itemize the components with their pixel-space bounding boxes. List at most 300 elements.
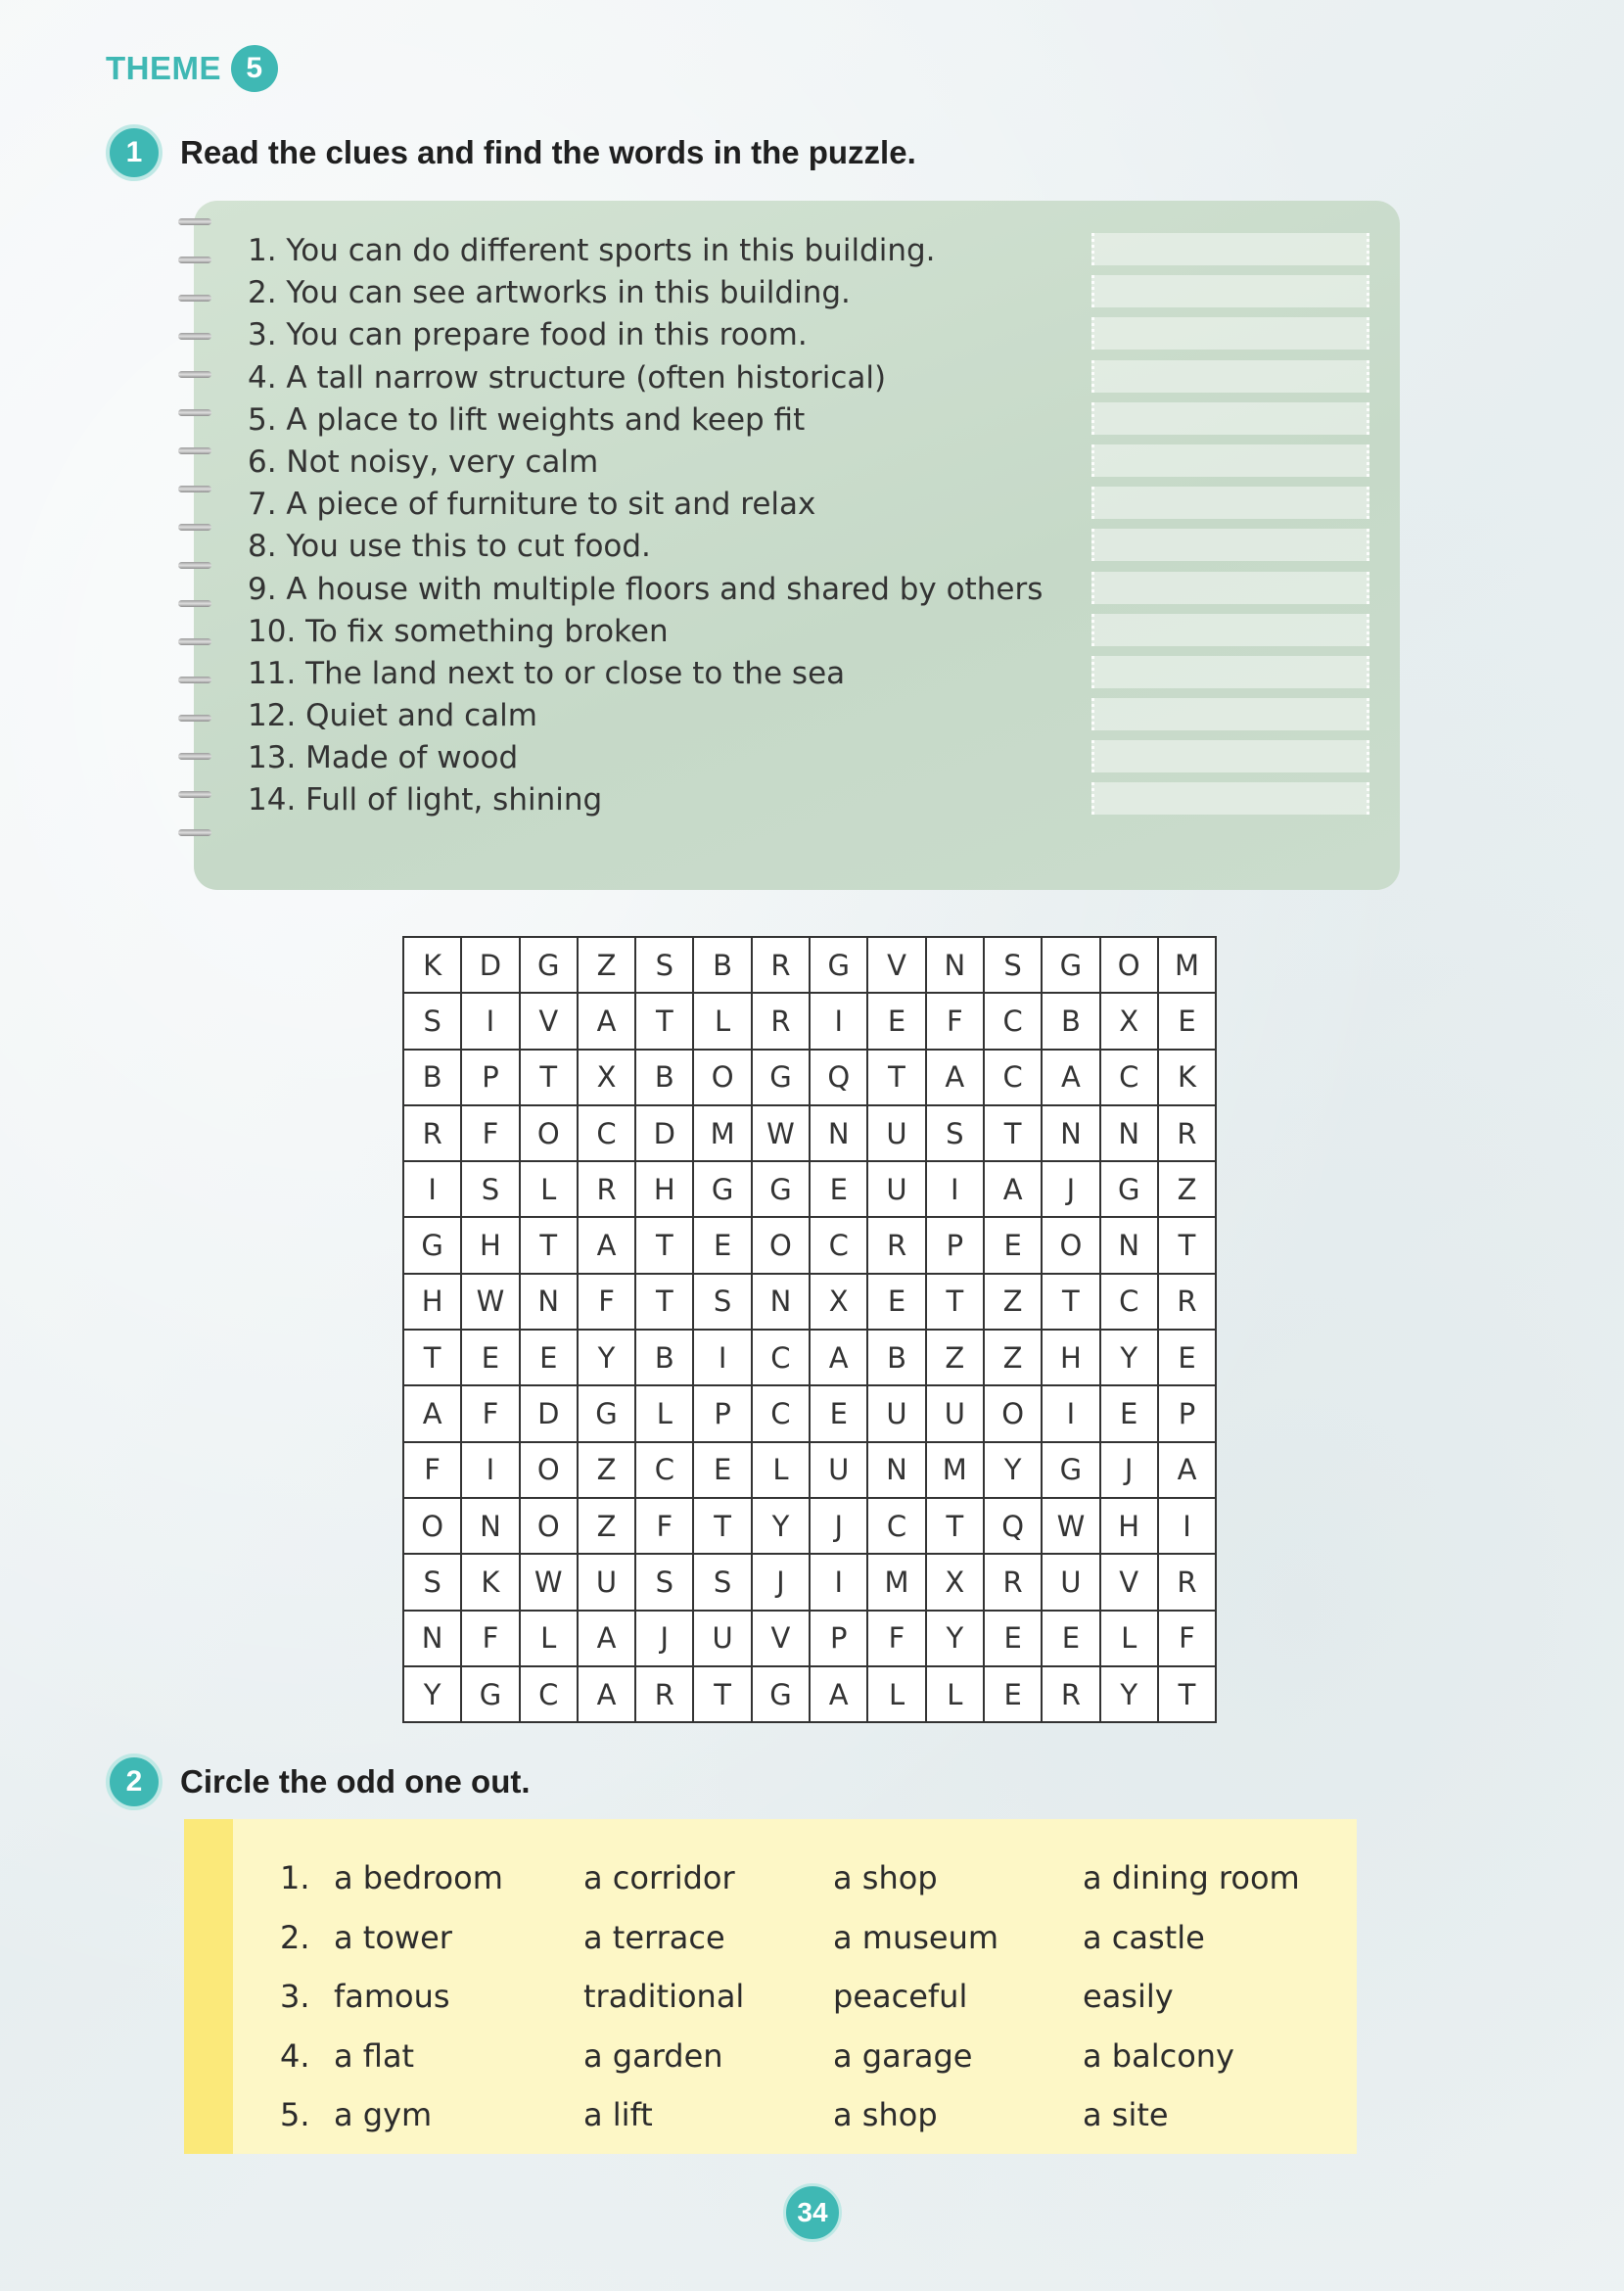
grid-cell[interactable]: A [578, 1217, 635, 1273]
grid-cell[interactable]: I [1042, 1385, 1099, 1441]
row-number: 4. [280, 2036, 310, 2075]
grid-cell[interactable]: X [810, 1274, 867, 1330]
grid-row [403, 993, 1216, 1049]
row-number: 1. [280, 1859, 310, 1897]
grid-cell[interactable]: C [578, 1105, 635, 1161]
grid-cell[interactable]: I [1158, 1498, 1216, 1554]
grid-cell[interactable]: I [810, 1554, 867, 1610]
grid-cell[interactable]: E [1158, 1330, 1216, 1385]
grid-row [403, 937, 1216, 993]
grid-row [403, 1666, 1216, 1722]
grid-cell[interactable]: S [635, 1554, 693, 1610]
grid-cell[interactable]: H [461, 1217, 519, 1273]
grid-cell[interactable]: M [1158, 937, 1216, 993]
grid-cell[interactable]: R [1042, 1666, 1099, 1722]
grid-cell[interactable]: J [752, 1554, 810, 1610]
grid-cell[interactable]: T [635, 1217, 693, 1273]
grid-cell[interactable]: R [867, 1217, 925, 1273]
grid-cell[interactable]: A [810, 1666, 867, 1722]
grid-cell[interactable]: E [867, 1274, 925, 1330]
spiral-ring [178, 638, 211, 645]
grid-cell[interactable]: S [461, 1161, 519, 1217]
grid-cell[interactable]: N [1042, 1105, 1099, 1161]
clue-item: 10. To fix something broken [248, 613, 669, 649]
grid-cell[interactable]: O [984, 1385, 1042, 1441]
grid-cell[interactable]: Q [810, 1050, 867, 1105]
grid-cell[interactable]: G [693, 1161, 751, 1217]
grid-cell[interactable]: U [693, 1611, 751, 1666]
grid-cell[interactable]: N [461, 1498, 519, 1554]
odd-one-out-option[interactable]: a flat [334, 2036, 415, 2075]
odd-one-out-option[interactable]: a garage [833, 2036, 973, 2075]
grid-cell[interactable]: G [1100, 1161, 1158, 1217]
exercise-1-instruction: Read the clues and find the words in the puzzle. [180, 134, 916, 170]
grid-cell[interactable]: X [926, 1554, 984, 1610]
grid-cell[interactable]: G [578, 1385, 635, 1441]
grid-cell[interactable]: O [752, 1217, 810, 1273]
grid-cell[interactable]: I [403, 1161, 461, 1217]
grid-cell[interactable]: P [461, 1050, 519, 1105]
grid-cell[interactable]: Z [578, 1442, 635, 1498]
odd-one-out-option[interactable]: a corridor [583, 1859, 735, 1897]
grid-cell[interactable]: U [578, 1554, 635, 1610]
exercise-1-number-badge: 1 [106, 124, 162, 181]
spiral-ring [178, 295, 211, 302]
odd-one-out-option[interactable]: a tower [334, 1918, 452, 1956]
grid-cell[interactable]: B [635, 1330, 693, 1385]
grid-cell[interactable]: Z [578, 937, 635, 993]
grid-row [403, 1385, 1216, 1441]
row-number: 5. [280, 2096, 310, 2134]
grid-cell[interactable]: E [693, 1217, 751, 1273]
grid-cell[interactable]: F [403, 1442, 461, 1498]
grid-cell[interactable]: G [1042, 1442, 1099, 1498]
grid-cell[interactable]: W [1042, 1498, 1099, 1554]
grid-cell[interactable]: F [461, 1105, 519, 1161]
grid-cell[interactable]: E [520, 1330, 578, 1385]
grid-cell[interactable]: W [752, 1105, 810, 1161]
grid-cell[interactable]: J [1100, 1442, 1158, 1498]
grid-cell[interactable]: A [578, 993, 635, 1049]
grid-cell[interactable]: G [752, 1161, 810, 1217]
grid-cell[interactable]: A [403, 1385, 461, 1441]
grid-cell[interactable]: Q [984, 1498, 1042, 1554]
spiral-ring [178, 409, 211, 416]
grid-cell[interactable]: H [1100, 1498, 1158, 1554]
grid-cell[interactable]: L [635, 1385, 693, 1441]
grid-cell[interactable]: F [578, 1274, 635, 1330]
answer-blank[interactable] [1091, 360, 1369, 393]
grid-cell[interactable]: O [1042, 1217, 1099, 1273]
grid-cell[interactable]: O [693, 1050, 751, 1105]
grid-cell[interactable]: N [926, 937, 984, 993]
clue-item: 2. You can see artworks in this building. [248, 275, 851, 311]
grid-cell[interactable]: C [984, 993, 1042, 1049]
grid-cell[interactable]: V [520, 993, 578, 1049]
grid-cell[interactable]: V [752, 1611, 810, 1666]
grid-cell[interactable]: X [1100, 993, 1158, 1049]
grid-cell[interactable]: T [693, 1498, 751, 1554]
grid-cell[interactable]: R [1158, 1554, 1216, 1610]
theme-label [106, 45, 278, 92]
grid-cell[interactable]: L [1100, 1611, 1158, 1666]
grid-cell[interactable]: X [578, 1050, 635, 1105]
answer-blank[interactable] [1091, 782, 1369, 815]
odd-one-out-option[interactable]: a gym [334, 2096, 433, 2134]
row-number: 2. [280, 1918, 310, 1956]
grid-cell[interactable]: W [461, 1274, 519, 1330]
clue-item: 9. A house with multiple floors and shared by others [248, 571, 1044, 607]
odd-one-out-option[interactable]: peaceful [833, 1978, 968, 2016]
grid-cell[interactable]: T [867, 1050, 925, 1105]
exercise-1-heading [106, 124, 916, 181]
grid-row [403, 1105, 1216, 1161]
grid-cell[interactable]: Y [403, 1666, 461, 1722]
grid-cell[interactable]: O [520, 1105, 578, 1161]
odd-one-out-option[interactable]: a lift [583, 2096, 653, 2134]
grid-cell[interactable]: P [810, 1611, 867, 1666]
odd-one-out-box [184, 1819, 1357, 2154]
grid-cell[interactable]: K [403, 937, 461, 993]
grid-cell[interactable]: B [403, 1050, 461, 1105]
odd-one-out-option[interactable]: famous [334, 1978, 450, 2016]
grid-cell[interactable]: P [693, 1385, 751, 1441]
grid-cell[interactable]: S [693, 1554, 751, 1610]
clue-item: 12. Quiet and calm [248, 698, 537, 734]
grid-cell[interactable]: M [867, 1554, 925, 1610]
grid-row [403, 1611, 1216, 1666]
answer-blank[interactable] [1091, 402, 1369, 435]
answer-blank[interactable] [1091, 529, 1369, 561]
odd-one-out-option[interactable]: easily [1083, 1978, 1174, 2016]
grid-row [403, 1442, 1216, 1498]
grid-cell[interactable]: H [1042, 1330, 1099, 1385]
grid-cell[interactable]: Y [984, 1442, 1042, 1498]
grid-cell[interactable]: J [1042, 1161, 1099, 1217]
odd-one-out-row [280, 1908, 1332, 1968]
grid-cell[interactable]: M [926, 1442, 984, 1498]
grid-cell[interactable]: G [752, 1666, 810, 1722]
spiral-binding [178, 218, 217, 867]
grid-row [403, 1330, 1216, 1385]
grid-cell[interactable]: U [867, 1161, 925, 1217]
clue-item: 1. You can do different sports in this building. [248, 233, 936, 268]
odd-one-out-option[interactable]: a castle [1083, 1918, 1205, 1956]
grid-cell[interactable]: A [578, 1611, 635, 1666]
clue-item: 11. The land next to or close to the sea [248, 655, 846, 691]
grid-cell[interactable]: J [635, 1611, 693, 1666]
row-number: 3. [280, 1978, 310, 2016]
grid-cell[interactable]: D [461, 937, 519, 993]
grid-cell[interactable]: E [984, 1611, 1042, 1666]
spiral-ring [178, 218, 211, 225]
odd-one-out-option[interactable]: a terrace [583, 1918, 725, 1956]
grid-cell[interactable]: I [461, 993, 519, 1049]
grid-cell[interactable]: R [1158, 1105, 1216, 1161]
spiral-ring [178, 753, 211, 760]
clue-item: 4. A tall narrow structure (often historical) [248, 359, 887, 396]
grid-cell[interactable]: S [403, 993, 461, 1049]
theme-number-badge: 5 [231, 45, 278, 92]
grid-cell[interactable]: Y [926, 1611, 984, 1666]
clue-item: 8. You use this to cut food. [248, 529, 651, 565]
clue-item: 13. Made of wood [248, 740, 519, 776]
answer-blank[interactable] [1091, 444, 1369, 477]
grid-cell[interactable]: F [867, 1611, 925, 1666]
decorative-strip [184, 1819, 233, 2154]
page-number: 34 [783, 2183, 842, 2242]
grid-cell[interactable]: A [1042, 1050, 1099, 1105]
grid-cell[interactable]: A [810, 1330, 867, 1385]
grid-cell[interactable]: N [1100, 1105, 1158, 1161]
odd-one-out-row [280, 1967, 1332, 2027]
grid-cell[interactable]: R [752, 993, 810, 1049]
grid-cell[interactable]: D [635, 1105, 693, 1161]
grid-cell[interactable]: O [520, 1442, 578, 1498]
grid-cell[interactable]: U [810, 1442, 867, 1498]
grid-cell[interactable]: S [984, 937, 1042, 993]
odd-one-out-option[interactable]: a balcony [1083, 2036, 1234, 2075]
spiral-ring [178, 524, 211, 531]
grid-cell[interactable]: T [1042, 1274, 1099, 1330]
grid-cell[interactable]: L [693, 993, 751, 1049]
grid-cell[interactable]: C [1100, 1050, 1158, 1105]
grid-cell[interactable]: J [810, 1498, 867, 1554]
grid-cell[interactable]: L [752, 1442, 810, 1498]
grid-cell[interactable]: T [693, 1666, 751, 1722]
grid-cell[interactable]: I [461, 1442, 519, 1498]
grid-cell[interactable]: D [520, 1385, 578, 1441]
grid-cell[interactable]: U [926, 1385, 984, 1441]
grid-cell[interactable]: T [926, 1274, 984, 1330]
grid-cell[interactable]: Y [578, 1330, 635, 1385]
grid-cell[interactable]: N [867, 1442, 925, 1498]
grid-cell[interactable]: T [926, 1498, 984, 1554]
exercise-2-instruction: Circle the odd one out. [180, 1763, 531, 1800]
grid-cell[interactable]: G [1042, 937, 1099, 993]
grid-cell[interactable]: L [520, 1611, 578, 1666]
grid-cell[interactable]: C [810, 1217, 867, 1273]
grid-cell[interactable]: C [520, 1666, 578, 1722]
grid-cell[interactable]: E [810, 1161, 867, 1217]
grid-cell[interactable]: E [867, 993, 925, 1049]
answer-blank[interactable] [1091, 740, 1369, 772]
odd-one-out-row [280, 2085, 1332, 2145]
word-search-grid [402, 936, 1217, 1723]
grid-cell[interactable]: S [693, 1274, 751, 1330]
grid-cell[interactable]: R [1158, 1274, 1216, 1330]
odd-one-out-option[interactable]: a museum [833, 1918, 999, 1956]
grid-cell[interactable]: Z [578, 1498, 635, 1554]
grid-cell[interactable]: I [810, 993, 867, 1049]
odd-one-out-option[interactable]: a garden [583, 2036, 723, 2075]
grid-cell[interactable]: G [810, 937, 867, 993]
grid-cell[interactable]: H [635, 1161, 693, 1217]
clue-item: 5. A place to lift weights and keep fit [248, 401, 806, 438]
grid-cell[interactable]: B [635, 1050, 693, 1105]
grid-row [403, 1274, 1216, 1330]
answer-blank[interactable] [1091, 698, 1369, 730]
answer-blank[interactable] [1091, 614, 1369, 646]
grid-cell[interactable]: N [403, 1611, 461, 1666]
grid-cell[interactable]: T [1158, 1217, 1216, 1273]
odd-one-out-option[interactable]: a site [1083, 2096, 1169, 2134]
grid-cell[interactable]: N [810, 1105, 867, 1161]
grid-cell[interactable]: L [926, 1666, 984, 1722]
grid-cell[interactable]: K [1158, 1050, 1216, 1105]
odd-one-out-option[interactable]: traditional [583, 1978, 745, 2016]
odd-one-out-option[interactable]: a shop [833, 2096, 938, 2134]
grid-cell[interactable]: I [926, 1161, 984, 1217]
answer-blank[interactable] [1091, 487, 1369, 519]
grid-cell[interactable]: Z [984, 1330, 1042, 1385]
answer-blank[interactable] [1091, 275, 1369, 307]
exercise-2-heading [106, 1753, 531, 1810]
grid-cell[interactable]: E [461, 1330, 519, 1385]
grid-cell[interactable]: K [461, 1554, 519, 1610]
grid-cell[interactable]: A [578, 1666, 635, 1722]
grid-row [403, 1498, 1216, 1554]
grid-cell[interactable]: E [1100, 1385, 1158, 1441]
grid-cell[interactable]: B [1042, 993, 1099, 1049]
spiral-ring [178, 562, 211, 569]
answer-blank[interactable] [1091, 317, 1369, 350]
odd-one-out-row [280, 1848, 1332, 1908]
grid-cell[interactable]: F [1158, 1611, 1216, 1666]
spiral-ring [178, 791, 211, 798]
grid-cell[interactable]: G [520, 937, 578, 993]
grid-cell[interactable]: T [520, 1217, 578, 1273]
grid-cell[interactable]: S [635, 937, 693, 993]
grid-cell[interactable]: F [461, 1611, 519, 1666]
grid-cell[interactable]: O [1100, 937, 1158, 993]
grid-cell[interactable]: A [984, 1161, 1042, 1217]
spiral-ring [178, 829, 211, 836]
grid-cell[interactable]: P [1158, 1385, 1216, 1441]
grid-cell[interactable]: R [578, 1161, 635, 1217]
theme-text: THEME [106, 50, 221, 86]
grid-cell[interactable]: T [520, 1050, 578, 1105]
grid-cell[interactable]: O [403, 1498, 461, 1554]
grid-cell[interactable]: E [984, 1217, 1042, 1273]
grid-cell[interactable]: E [1042, 1611, 1099, 1666]
spiral-ring [178, 371, 211, 378]
grid-cell[interactable]: G [461, 1666, 519, 1722]
grid-cell[interactable]: G [752, 1050, 810, 1105]
grid-row [403, 1161, 1216, 1217]
answer-blank[interactable] [1091, 656, 1369, 688]
grid-cell[interactable]: Y [1100, 1666, 1158, 1722]
clues-notebook [194, 201, 1400, 890]
exercise-2-number-badge: 2 [106, 1753, 162, 1810]
grid-cell[interactable]: I [693, 1330, 751, 1385]
spiral-ring [178, 486, 211, 492]
grid-cell[interactable]: U [1042, 1554, 1099, 1610]
grid-cell[interactable]: E [810, 1385, 867, 1441]
grid-cell[interactable]: T [635, 993, 693, 1049]
grid-cell[interactable]: C [752, 1330, 810, 1385]
grid-cell[interactable]: N [752, 1274, 810, 1330]
grid-cell[interactable]: V [1100, 1554, 1158, 1610]
answer-blank[interactable] [1091, 572, 1369, 604]
grid-cell[interactable]: R [984, 1554, 1042, 1610]
grid-cell[interactable]: C [752, 1385, 810, 1441]
grid-cell[interactable]: N [1100, 1217, 1158, 1273]
grid-cell[interactable]: E [984, 1666, 1042, 1722]
clue-item: 6. Not noisy, very calm [248, 444, 599, 480]
grid-cell[interactable]: M [693, 1105, 751, 1161]
spiral-ring [178, 677, 211, 683]
grid-cell[interactable]: C [984, 1050, 1042, 1105]
grid-cell[interactable]: L [867, 1666, 925, 1722]
grid-cell[interactable]: R [752, 937, 810, 993]
grid-cell[interactable]: V [867, 937, 925, 993]
answer-blanks [1091, 233, 1369, 825]
spiral-ring [178, 333, 211, 340]
grid-cell[interactable]: T [1158, 1666, 1216, 1722]
grid-cell[interactable]: F [926, 993, 984, 1049]
grid-cell[interactable]: A [1158, 1442, 1216, 1498]
grid-cell[interactable]: R [635, 1666, 693, 1722]
grid-cell[interactable]: N [520, 1274, 578, 1330]
grid-cell[interactable]: A [926, 1050, 984, 1105]
grid-cell[interactable]: Y [752, 1498, 810, 1554]
grid-cell[interactable]: R [403, 1105, 461, 1161]
odd-one-out-option[interactable]: a bedroom [334, 1859, 503, 1897]
odd-one-out-row [280, 2027, 1332, 2086]
spiral-ring [178, 257, 211, 263]
answer-blank[interactable] [1091, 233, 1369, 265]
grid-cell[interactable]: E [1158, 993, 1216, 1049]
spiral-ring [178, 715, 211, 722]
grid-cell[interactable]: O [520, 1498, 578, 1554]
grid-row [403, 1217, 1216, 1273]
grid-cell[interactable]: B [693, 937, 751, 993]
grid-cell[interactable]: F [635, 1498, 693, 1554]
grid-cell[interactable]: W [520, 1554, 578, 1610]
grid-cell[interactable]: T [403, 1330, 461, 1385]
clues-list [248, 230, 1043, 822]
spiral-ring [178, 447, 211, 454]
grid-cell[interactable]: T [984, 1105, 1042, 1161]
grid-cell[interactable]: T [635, 1274, 693, 1330]
grid-cell[interactable]: H [403, 1274, 461, 1330]
odd-one-out-option[interactable]: a shop [833, 1859, 938, 1897]
grid-cell[interactable]: Y [1100, 1330, 1158, 1385]
odd-one-out-list [280, 1848, 1332, 2145]
grid-cell[interactable]: C [635, 1442, 693, 1498]
grid-cell[interactable]: U [867, 1385, 925, 1441]
grid-row [403, 1050, 1216, 1105]
grid-row [403, 1554, 1216, 1610]
grid-cell[interactable]: C [1100, 1274, 1158, 1330]
grid-cell[interactable]: L [520, 1161, 578, 1217]
grid-cell[interactable]: U [867, 1105, 925, 1161]
grid-cell[interactable]: C [867, 1498, 925, 1554]
grid-cell[interactable]: E [693, 1442, 751, 1498]
grid-cell[interactable]: P [926, 1217, 984, 1273]
odd-one-out-option[interactable]: a dining room [1083, 1859, 1300, 1897]
grid-cell[interactable]: Z [984, 1274, 1042, 1330]
grid-cell[interactable]: F [461, 1385, 519, 1441]
grid-cell[interactable]: S [403, 1554, 461, 1610]
grid-cell[interactable]: Z [926, 1330, 984, 1385]
grid-cell[interactable]: G [403, 1217, 461, 1273]
grid-cell[interactable]: B [867, 1330, 925, 1385]
grid-cell[interactable]: S [926, 1105, 984, 1161]
spiral-ring [178, 600, 211, 607]
grid-cell[interactable]: Z [1158, 1161, 1216, 1217]
